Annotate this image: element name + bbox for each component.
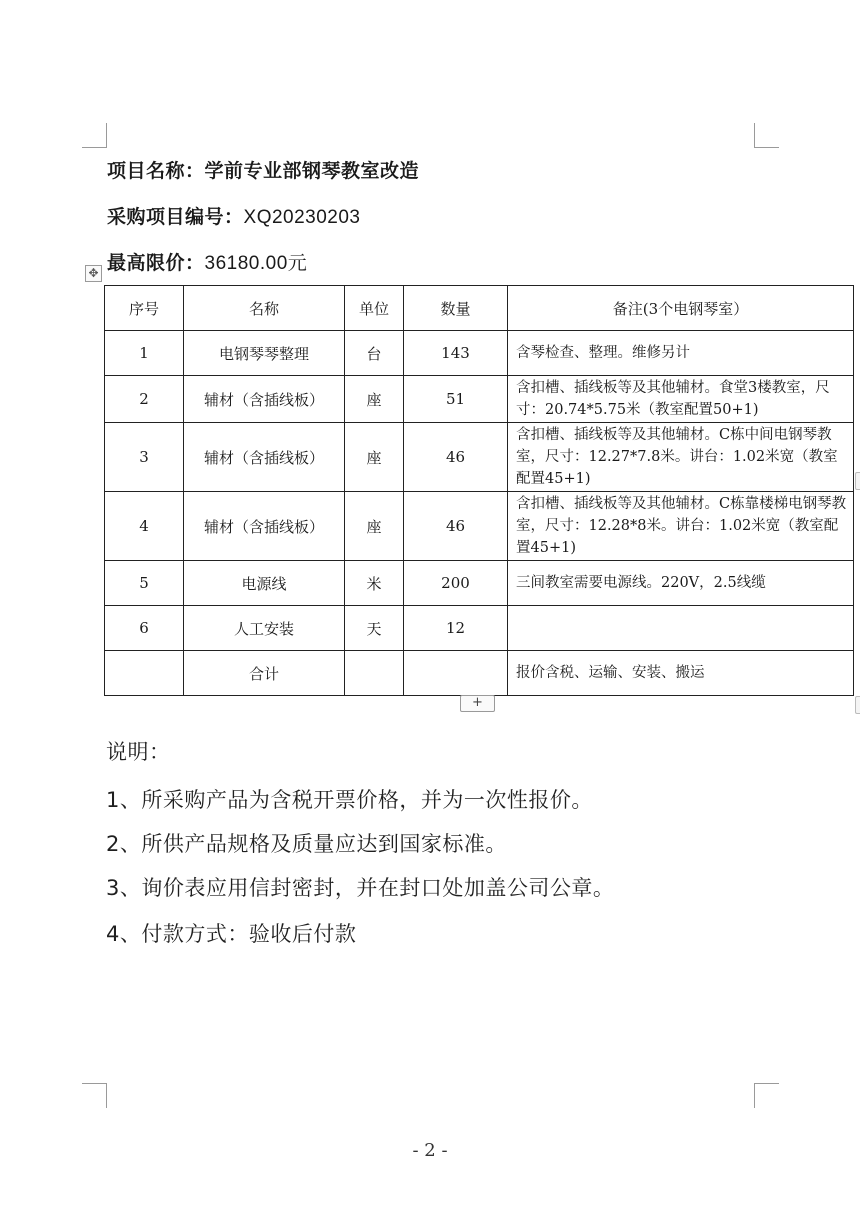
table-row [105,331,854,376]
margin-corner-top-left [82,123,107,148]
cell-qty[interactable]: 143 [404,331,508,376]
cell-unit[interactable]: 台 [345,331,404,376]
margin-corner-bottom-right [754,1083,779,1108]
project-code-label: 采购项目编号： [107,206,244,228]
project-code-line [107,202,361,229]
cell-unit[interactable]: 天 [345,606,404,651]
cell-no[interactable]: 4 [105,492,184,561]
max-price-label: 最高限价： [107,252,205,274]
note-item: 1、所采购产品为含税开票价格，并为一次性报价。 [106,788,593,812]
table-row [105,561,854,606]
table-header-row [105,286,854,331]
table-edge-resize-handle[interactable] [855,472,860,490]
table-total-row [105,651,854,696]
quote-table [104,285,854,696]
column-header-name: 名称 [184,286,345,331]
cell-qty[interactable]: 46 [404,423,508,492]
cell-note[interactable] [508,606,854,651]
page-number: - 2 - [412,1140,448,1161]
notes-title: 说明： [106,740,171,764]
cell-qty[interactable]: 46 [404,492,508,561]
cell-no[interactable]: 1 [105,331,184,376]
margin-corner-bottom-left [82,1083,107,1108]
column-header-unit: 单位 [345,286,404,331]
column-header-no: 序号 [105,286,184,331]
note-item: 4、付款方式：验收后付款 [106,922,357,946]
cell-no[interactable]: 3 [105,423,184,492]
project-name-line [107,156,419,183]
cell-no[interactable] [105,651,184,696]
cell-name[interactable]: 辅材（含插线板） [184,423,345,492]
cell-name[interactable]: 电钢琴琴整理 [184,331,345,376]
cell-unit[interactable] [345,651,404,696]
cell-note[interactable]: 含琴检查、整理。维修另计 [508,331,854,376]
cell-note[interactable]: 三间教室需要电源线。220V，2.5线缆 [508,561,854,606]
project-name-label: 项目名称： [107,160,205,182]
cell-name[interactable]: 人工安装 [184,606,345,651]
cell-unit[interactable]: 米 [345,561,404,606]
cell-no[interactable]: 5 [105,561,184,606]
max-price-line [107,248,307,275]
cell-name[interactable]: 辅材（含插线板） [184,492,345,561]
table-edge-resize-handle[interactable] [855,696,860,714]
cell-unit[interactable]: 座 [345,423,404,492]
table-row [105,376,854,423]
cell-no[interactable]: 6 [105,606,184,651]
column-header-note: 备注(3个电钢琴室） [508,286,854,331]
cell-name[interactable]: 合计 [184,651,345,696]
table-row [105,423,854,492]
cell-qty[interactable] [404,651,508,696]
cell-note[interactable]: 含扣槽、插线板等及其他辅材。C栋靠楼梯电钢琴教室，尺寸：12.28*8米。讲台：1.02米宽（教室配置45+1) [508,492,854,561]
cell-unit[interactable]: 座 [345,376,404,423]
table-row [105,606,854,651]
note-item: 3、询价表应用信封密封，并在封口处加盖公司公章。 [106,876,615,900]
project-code-value: XQ20230203 [243,207,361,228]
cell-note[interactable]: 报价含税、运输、安装、搬运 [508,651,854,696]
table-row [105,492,854,561]
cell-qty[interactable]: 12 [404,606,508,651]
margin-corner-top-right [754,123,779,148]
cell-unit[interactable]: 座 [345,492,404,561]
project-name-value: 学前专业部钢琴教室改造 [204,160,420,182]
table-move-handle-icon[interactable]: ✥ [85,265,102,282]
column-header-qty: 数量 [404,286,508,331]
cell-name[interactable]: 辅材（含插线板） [184,376,345,423]
cell-no[interactable]: 2 [105,376,184,423]
cell-qty[interactable]: 51 [404,376,508,423]
add-table-row-button[interactable]: + [460,695,495,712]
cell-note[interactable]: 含扣槽、插线板等及其他辅材。食堂3楼教室，尺寸：20.74*5.75米（教室配置50+1) [508,376,854,423]
cell-qty[interactable]: 200 [404,561,508,606]
cell-note[interactable]: 含扣槽、插线板等及其他辅材。C栋中间电钢琴教室，尺寸：12.27*7.8米。讲台：1.02米宽（教室配置45+1) [508,423,854,492]
max-price-value: 36180.00元 [204,253,308,274]
note-item: 2、所供产品规格及质量应达到国家标准。 [106,832,507,856]
cell-name[interactable]: 电源线 [184,561,345,606]
